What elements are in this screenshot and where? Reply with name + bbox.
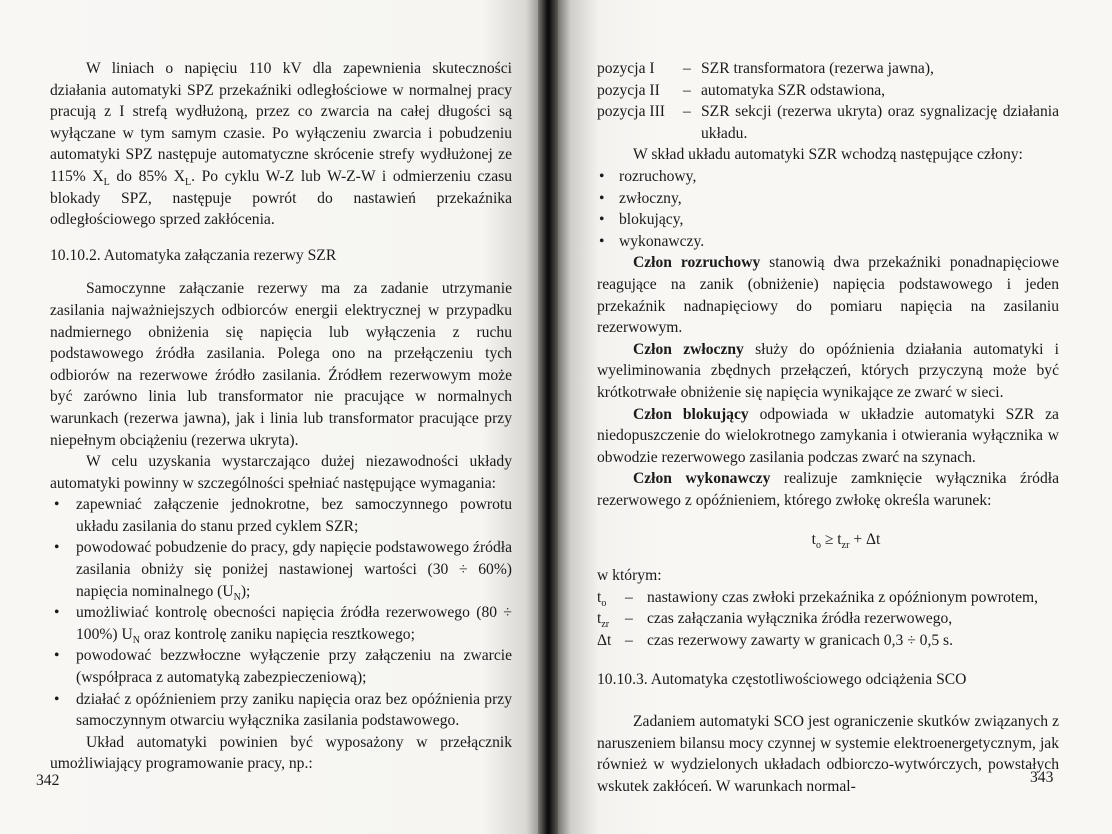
paragraph-sco: Zadaniem automatyki SCO jest ograniczenie skutków związanych z naruszeniem bilansu mocy czynnej w systemie elektroenergetycznym, jak również w wydzielonych układach odbiorczo-wytwórczych, powstałych wskutek zakłóceń. W warunkach normal- (597, 713, 1059, 795)
list-item: • umożliwiać kontrolę obecności napięcia źródła rezerwowego (80 ÷ 100%) $U_N$ oraz kontrolę zaniku napięcia resztkowego; (54, 604, 512, 646)
members-list (597, 166, 1059, 252)
list-item: • rozruchowy, (597, 166, 1059, 188)
list-item: • wykonawczy. (597, 231, 1059, 253)
bullet-icon: • (54, 690, 60, 708)
section-heading-szr: 10.10.2. Automatyka załączania rezerwy SZR (50, 246, 337, 264)
bullet-icon: • (54, 496, 60, 514)
switch-position-row: pozycja III – SZR sekcji (rezerwa ukryta) oraz sygnalizację działania układu. (597, 103, 1059, 142)
list-item: • powodować pobudzenie do pracy, gdy napięcie podstawowego źródła zasilania obniży się poniżej nastawionej wartości (30 ÷ 60%) napięcia nominalnego $(U_N)$; (54, 539, 512, 603)
switch-position-row: pozycja I – SZR transformatora (rezerwa jawna), (597, 60, 934, 77)
requirements-list (50, 494, 512, 732)
right-text-column (597, 58, 1059, 797)
definition-row: $t_{zr}$ – czas załączania wyłącznika źródła rezerwowego, (597, 610, 953, 631)
list-item: • powodować bezzwłoczne wyłączenie przy załączeniu na zwarcie (współpraca z automatyką zabezpieczeniową); (54, 647, 512, 687)
book-spine-gutter (538, 0, 558, 834)
paragraph-zwloczny: Człon zwłoczny służy do opóźnienia działania automatyki i wyeliminowania zbędnych przełączeń, których przyczyną może być krótkotrwałe obniżenie się napięcia wynikające ze zwarć w sieci. (597, 340, 1059, 401)
paragraph-szr-intro: Samoczynne załączanie rezerwy ma za zadanie utrzymanie zasilania najważniejszych odbiorców energii elektrycznej w przypadku nadmiernego obniżenia się napięcia lub wyłączenia z ruchu podstawowego źródła zasilania. Polega ono na przełączeniu tych odbiorów na rezerwowe źródło zasilania. Źródłem rezerwowym może być zarówno linia lub transformator nie pracujące w normalnych warunkach (rezerwa jawna), jak i linia lub transformator pracujące przy niepełnym obciążeniu (rezerwa ukryta). (50, 280, 512, 449)
list-item: • zwłoczny, (597, 188, 1059, 210)
paragraph-switch: Układ automatyki powinien być wyposażony w przełącznik umożliwiający programowanie pracy, np.: (50, 733, 512, 773)
left-text-column (50, 58, 512, 775)
page-number-left: 342 (36, 772, 60, 789)
section-heading-sco: 10.10.3. Automatyka częstotliwościowego odciążenia SCO (597, 671, 967, 689)
where-label: w którym: (597, 567, 662, 585)
definition-row: Δt – czas rezerwowy zawarty w granicach 0,3 ÷ 0,5 s. (597, 631, 954, 649)
bullet-icon: • (54, 647, 60, 665)
paragraph-requirements-intro: W celu uzyskania wystarczająco dużej niezawodności układy automatyki powinny w szczególności spełniać następujące wymagania: (50, 453, 512, 492)
list-item: • zapewniać załączenie jednokrotne, bez samoczynnego powrotu układu zasilania do stanu przed cyklem SZR; (54, 496, 512, 535)
bullet-icon: • (54, 539, 60, 557)
bullet-icon: • (599, 232, 605, 250)
paragraph-rozruchowy: Człon rozruchowy stanowią dwa przekaźniki ponadnapięciowe reagujące na zanik (obniżenie) napięcia podstawowego i jeden przekaźnik nadnapięciowy do pomiaru napięcia na zasilaniu rezerwowym. (597, 254, 1059, 337)
left-page (0, 0, 548, 834)
bullet-icon: • (599, 189, 605, 207)
list-item: • działać z opóźnieniem przy zaniku napięcia oraz bez opóźnienia przy samoczynnym otwarciu wyłącznika zasilania podstawowego. (54, 690, 512, 730)
definition-row: $t_o$ – nastawiony czas zwłoki przekaźnika z opóźnionym powrotem, (597, 588, 1039, 609)
list-item: • blokujący, (597, 209, 1059, 231)
page-number-right: 343 (1030, 769, 1054, 786)
paragraph-blokujacy: Człon blokujący odpowiada w układzie automatyki SZR za niedopuszczenie do wielokrotnego zamykania i otwierania wyłącznika w obwodzie rezerwowego zasilania podczas zwarć na szynach. (597, 405, 1059, 466)
paragraph-wykonawczy: Człon wykonawczy realizuje zamknięcie wyłącznika źródła rezerwowego z opóźnieniem, którego zwłokę określa warunek: (597, 470, 1060, 509)
bullet-icon: • (599, 211, 605, 229)
paragraph-members-intro: W skład układu automatyki SZR wchodzą następujące człony: (633, 146, 1023, 164)
bullet-icon: • (599, 167, 605, 185)
formula: $t_o \ge t_{zr} + \Delta t$ (811, 531, 881, 552)
paragraph-spz: W liniach o napięciu 110 kV dla zapewnienia skuteczności działania automatyki SPZ przekaźniki odległościowe w normalnej pracy pracują z I strefą wydłużoną, przez co zwarcia na całej długości są wyłączane w tym samym czasie. Po wyłączeniu zwarcia i pobudzeniu automatyki SPZ następuje automatyczne skrócenie strefy wydłużonej ze 115% $X_L$ do 85% $X_L$. Po cyklu W-Z lub W-Z-W i odmierzeniu czasu blokady SPZ, następuje powrót do nastawień przekaźnika odległościowego sprzed zakłócenia. (50, 60, 512, 229)
bullet-icon: • (54, 604, 60, 622)
switch-position-row: pozycja II – automatyka SZR odstawiona, (597, 81, 886, 99)
